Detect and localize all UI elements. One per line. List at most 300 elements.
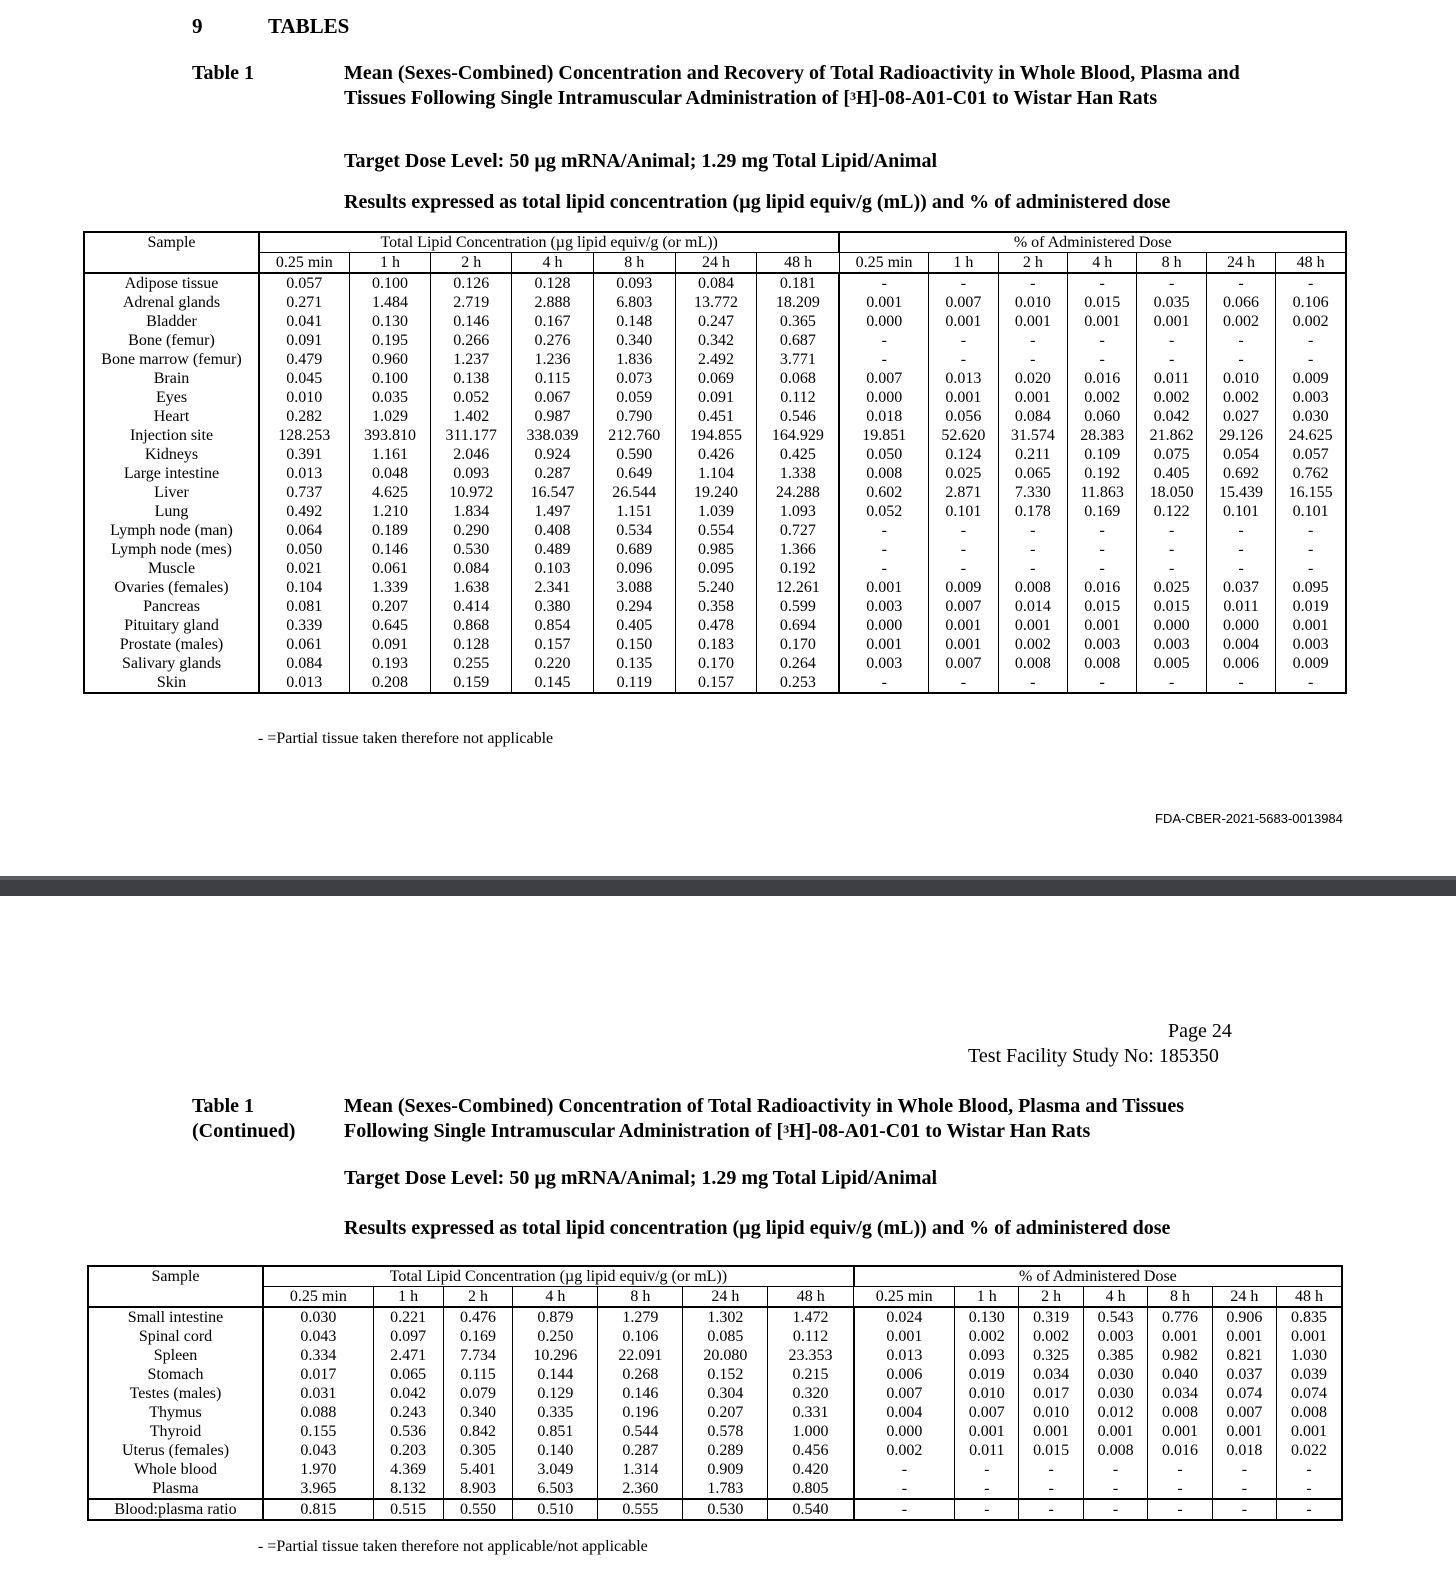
table-row <box>84 483 1346 502</box>
value-cell: 1.039 <box>675 502 757 521</box>
value-cell: - <box>1212 1479 1276 1499</box>
value-cell: 1.970 <box>263 1460 373 1479</box>
value-cell: - <box>854 1460 955 1479</box>
value-cell: 0.339 <box>259 616 349 635</box>
value-cell: 0.001 <box>1137 312 1206 331</box>
value-cell: 0.001 <box>1276 616 1346 635</box>
value-cell: 0.015 <box>1137 597 1206 616</box>
value-cell: 0.093 <box>593 273 675 293</box>
sample-name-cell: Kidneys <box>84 445 259 464</box>
value-cell: 0.011 <box>955 1441 1019 1460</box>
value-cell: 0.000 <box>839 616 928 635</box>
value-cell: 1.029 <box>349 407 431 426</box>
value-cell: 0.030 <box>1083 1365 1147 1384</box>
value-cell: 0.335 <box>513 1403 598 1422</box>
caption-part-b: H]-08-A01-C01 to Wistar Han Rats <box>789 1120 1091 1142</box>
value-cell: 3.088 <box>593 578 675 597</box>
value-cell: 0.189 <box>349 521 431 540</box>
sample-name-cell: Bone marrow (femur) <box>84 350 259 369</box>
value-cell: 0.007 <box>1212 1403 1276 1422</box>
value-cell: 0.128 <box>512 273 594 293</box>
value-cell: 0.025 <box>1137 578 1206 597</box>
value-cell: 0.042 <box>373 1384 443 1403</box>
value-cell: 0.067 <box>512 388 594 407</box>
table-row <box>84 369 1346 388</box>
value-cell: 0.106 <box>1276 293 1346 312</box>
value-cell: 1.151 <box>593 502 675 521</box>
value-cell: - <box>1206 559 1275 578</box>
value-cell: 1.834 <box>431 502 512 521</box>
value-cell: 0.001 <box>1277 1327 1342 1346</box>
value-cell: 0.157 <box>675 673 757 693</box>
caption-part-b: H]-08-A01-C01 to Wistar Han Rats <box>856 87 1158 109</box>
value-cell: 0.193 <box>349 654 431 673</box>
value-cell: 0.039 <box>1277 1365 1342 1384</box>
value-cell: 0.135 <box>593 654 675 673</box>
value-cell: 0.084 <box>675 273 757 293</box>
sample-name-cell: Injection site <box>84 426 259 445</box>
table-row <box>84 426 1346 445</box>
value-cell: 0.045 <box>259 369 349 388</box>
value-cell: - <box>998 273 1067 293</box>
value-cell: 0.144 <box>513 1365 598 1384</box>
value-cell: 0.003 <box>1276 635 1346 654</box>
value-cell: 0.073 <box>593 369 675 388</box>
value-cell: 0.017 <box>263 1365 373 1384</box>
value-cell: 0.035 <box>1137 293 1206 312</box>
value-cell: 0.096 <box>593 559 675 578</box>
value-cell: 0.289 <box>683 1441 768 1460</box>
value-cell: 0.054 <box>1206 445 1275 464</box>
value-cell: 164.929 <box>757 426 840 445</box>
value-cell: 0.040 <box>1148 1365 1212 1384</box>
value-cell: 0.790 <box>593 407 675 426</box>
value-cell: 0.103 <box>512 559 594 578</box>
value-cell: 2.871 <box>929 483 998 502</box>
value-cell: 3.771 <box>757 350 840 369</box>
timepoint-header: 8 h <box>593 253 675 274</box>
value-cell: 0.003 <box>1083 1327 1147 1346</box>
value-cell: 0.319 <box>1019 1307 1083 1327</box>
value-cell: - <box>929 559 998 578</box>
table-row <box>88 1346 1342 1365</box>
timepoint-header: 48 h <box>757 253 840 274</box>
sample-name-cell: Eyes <box>84 388 259 407</box>
value-cell: 0.003 <box>1137 635 1206 654</box>
value-cell: 128.253 <box>259 426 349 445</box>
value-cell: 0.192 <box>757 559 840 578</box>
dose-line: Target Dose Level: 50 µg mRNA/Animal; 1.29 mg Total Lipid/Animal <box>344 150 938 172</box>
value-cell: 0.304 <box>683 1384 768 1403</box>
value-cell: - <box>998 673 1067 693</box>
value-cell: - <box>929 331 998 350</box>
value-cell: - <box>1206 521 1275 540</box>
value-cell: 1.339 <box>349 578 431 597</box>
value-cell: 0.122 <box>1137 502 1206 521</box>
value-cell: 0.340 <box>593 331 675 350</box>
value-cell: 0.091 <box>675 388 757 407</box>
value-cell: 0.004 <box>854 1403 955 1422</box>
value-cell: - <box>955 1479 1019 1499</box>
value-cell: 0.215 <box>768 1365 854 1384</box>
value-cell: 0.010 <box>259 388 349 407</box>
value-cell: - <box>1206 673 1275 693</box>
value-cell: 0.146 <box>349 540 431 559</box>
value-cell: 24.288 <box>757 483 840 502</box>
value-cell: - <box>955 1499 1019 1520</box>
value-cell: 8.132 <box>373 1479 443 1499</box>
table-row <box>84 502 1346 521</box>
value-cell: 338.039 <box>512 426 594 445</box>
table-row <box>88 1327 1342 1346</box>
value-cell: 0.282 <box>259 407 349 426</box>
value-cell: 0.178 <box>998 502 1067 521</box>
value-cell: - <box>1083 1499 1147 1520</box>
value-cell: - <box>1137 559 1206 578</box>
table-row <box>84 312 1346 331</box>
table-row <box>84 293 1346 312</box>
value-cell: 0.041 <box>259 312 349 331</box>
value-cell: 0.380 <box>512 597 594 616</box>
value-cell: 1.836 <box>593 350 675 369</box>
value-cell: 0.019 <box>955 1365 1019 1384</box>
value-cell: 0.014 <box>998 597 1067 616</box>
value-cell: 1.497 <box>512 502 594 521</box>
value-cell: - <box>839 350 928 369</box>
value-cell: 212.760 <box>593 426 675 445</box>
value-cell: - <box>1068 673 1137 693</box>
timepoint-header: 2 h <box>431 253 512 274</box>
table-row <box>84 540 1346 559</box>
value-cell: - <box>1206 350 1275 369</box>
sample-name-cell: Pancreas <box>84 597 259 616</box>
value-cell: 0.253 <box>757 673 840 693</box>
value-cell: 0.602 <box>839 483 928 502</box>
timepoint-header: 24 h <box>675 253 757 274</box>
value-cell: 0.276 <box>512 331 594 350</box>
value-cell: 0.002 <box>1206 312 1275 331</box>
value-cell: - <box>955 1460 1019 1479</box>
value-cell: 0.183 <box>675 635 757 654</box>
value-cell: - <box>1276 540 1346 559</box>
value-cell: 0.064 <box>259 521 349 540</box>
value-cell: 0.109 <box>1068 445 1137 464</box>
value-cell: 0.018 <box>1212 1441 1276 1460</box>
value-cell: 0.909 <box>683 1460 768 1479</box>
value-cell: 0.821 <box>1212 1346 1276 1365</box>
table-row <box>84 578 1346 597</box>
value-cell: - <box>1068 273 1137 293</box>
value-cell: - <box>929 350 998 369</box>
value-cell: 0.013 <box>929 369 998 388</box>
value-cell: 0.181 <box>757 273 840 293</box>
value-cell: 0.024 <box>854 1307 955 1327</box>
value-cell: 0.420 <box>768 1460 854 1479</box>
value-cell: 0.008 <box>1148 1403 1212 1422</box>
value-cell: 0.007 <box>955 1403 1019 1422</box>
value-cell: 0.030 <box>263 1307 373 1327</box>
value-cell: 0.001 <box>1212 1327 1276 1346</box>
value-cell: 0.001 <box>839 635 928 654</box>
header-concentration-group: Total Lipid Concentration (µg lipid equiv/g (or mL)) <box>259 232 839 253</box>
value-cell: 0.020 <box>998 369 1067 388</box>
value-cell: 2.046 <box>431 445 512 464</box>
value-cell: 0.003 <box>1068 635 1137 654</box>
value-cell: - <box>1083 1479 1147 1499</box>
value-cell: 0.017 <box>1019 1384 1083 1403</box>
table-caption <box>344 1094 1234 1144</box>
value-cell: 0.074 <box>1277 1384 1342 1403</box>
value-cell: 1.000 <box>768 1422 854 1441</box>
value-cell: 0.079 <box>443 1384 513 1403</box>
value-cell: - <box>1276 559 1346 578</box>
value-cell: - <box>1148 1460 1212 1479</box>
value-cell: - <box>1137 350 1206 369</box>
value-cell: 0.391 <box>259 445 349 464</box>
value-cell: 0.001 <box>929 388 998 407</box>
data-table-continued <box>87 1265 1343 1521</box>
value-cell: 0.008 <box>1083 1441 1147 1460</box>
value-cell: 0.006 <box>1206 654 1275 673</box>
value-cell: 0.001 <box>1212 1422 1276 1441</box>
value-cell: - <box>929 673 998 693</box>
value-cell: 0.065 <box>998 464 1067 483</box>
value-cell: 1.093 <box>757 502 840 521</box>
value-cell: 0.057 <box>1276 445 1346 464</box>
value-cell: 6.503 <box>513 1479 598 1499</box>
value-cell: 1.279 <box>598 1307 683 1327</box>
timepoint-header: 8 h <box>1148 1287 1212 1308</box>
value-cell: 18.209 <box>757 293 840 312</box>
value-cell: - <box>1137 521 1206 540</box>
table-row <box>88 1384 1342 1403</box>
value-cell: 0.010 <box>998 293 1067 312</box>
value-cell: - <box>1068 521 1137 540</box>
value-cell: 0.530 <box>431 540 512 559</box>
value-cell: 21.862 <box>1137 426 1206 445</box>
table-row <box>84 616 1346 635</box>
sample-name-cell: Lymph node (man) <box>84 521 259 540</box>
value-cell: 0.737 <box>259 483 349 502</box>
sample-name-cell: Pituitary gland <box>84 616 259 635</box>
table-row <box>84 331 1346 350</box>
value-cell: 8.903 <box>443 1479 513 1499</box>
value-cell: 0.425 <box>757 445 840 464</box>
value-cell: 0.960 <box>349 350 431 369</box>
timepoint-header: 2 h <box>1019 1287 1083 1308</box>
table-label <box>192 1094 295 1144</box>
value-cell: 0.727 <box>757 521 840 540</box>
value-cell: 0.008 <box>1068 654 1137 673</box>
value-cell: - <box>1068 540 1137 559</box>
value-cell: 0.385 <box>1083 1346 1147 1365</box>
value-cell: 0.057 <box>259 273 349 293</box>
sample-name-cell: Thymus <box>88 1403 263 1422</box>
value-cell: 0.001 <box>998 616 1067 635</box>
value-cell: - <box>1068 559 1137 578</box>
value-cell: 0.290 <box>431 521 512 540</box>
value-cell: - <box>1206 273 1275 293</box>
table-row <box>88 1460 1342 1479</box>
value-cell: 0.694 <box>757 616 840 635</box>
table-row <box>84 464 1346 483</box>
value-cell: 0.138 <box>431 369 512 388</box>
value-cell: 0.334 <box>263 1346 373 1365</box>
value-cell: 0.170 <box>757 635 840 654</box>
value-cell: 0.145 <box>512 673 594 693</box>
value-cell: 0.599 <box>757 597 840 616</box>
value-cell: - <box>1137 673 1206 693</box>
sample-name-cell: Skin <box>84 673 259 693</box>
value-cell: 1.338 <box>757 464 840 483</box>
value-cell: 0.075 <box>1137 445 1206 464</box>
value-cell: 0.543 <box>1083 1307 1147 1327</box>
value-cell: 0.037 <box>1206 578 1275 597</box>
value-cell: 0.776 <box>1148 1307 1212 1327</box>
sample-name-cell: Lung <box>84 502 259 521</box>
timepoint-header: 0.25 min <box>259 253 349 274</box>
value-cell: 0.479 <box>259 350 349 369</box>
value-cell: 0.146 <box>598 1384 683 1403</box>
value-cell: 0.007 <box>929 654 998 673</box>
sample-name-cell: Whole blood <box>88 1460 263 1479</box>
value-cell: 0.002 <box>1019 1327 1083 1346</box>
sample-name-cell: Salivary glands <box>84 654 259 673</box>
value-cell: 0.001 <box>1083 1422 1147 1441</box>
value-cell: 0.146 <box>431 312 512 331</box>
value-cell: 0.008 <box>998 578 1067 597</box>
value-cell: 0.059 <box>593 388 675 407</box>
value-cell: 6.803 <box>593 293 675 312</box>
value-cell: 10.972 <box>431 483 512 502</box>
value-cell: 1.783 <box>683 1479 768 1499</box>
value-cell: 0.119 <box>593 673 675 693</box>
value-cell: 0.101 <box>1276 502 1346 521</box>
results-line: Results expressed as total lipid concentration (µg lipid equiv/g (mL)) and % of administered dose <box>344 191 1171 213</box>
value-cell: 0.687 <box>757 331 840 350</box>
page-divider <box>0 876 1456 896</box>
value-cell: 0.043 <box>263 1327 373 1346</box>
value-cell: 0.271 <box>259 293 349 312</box>
table-row <box>84 597 1346 616</box>
value-cell: 0.006 <box>854 1365 955 1384</box>
value-cell: 0.358 <box>675 597 757 616</box>
value-cell: 5.401 <box>443 1460 513 1479</box>
value-cell: - <box>1148 1499 1212 1520</box>
value-cell: 0.001 <box>1019 1422 1083 1441</box>
value-cell: 0.000 <box>1137 616 1206 635</box>
value-cell: 0.015 <box>1019 1441 1083 1460</box>
value-cell: - <box>998 540 1067 559</box>
value-cell: 0.010 <box>1019 1403 1083 1422</box>
value-cell: 0.208 <box>349 673 431 693</box>
value-cell: 0.066 <box>1206 293 1275 312</box>
timepoint-header: 24 h <box>1212 1287 1276 1308</box>
value-cell: 1.161 <box>349 445 431 464</box>
value-cell: - <box>1137 331 1206 350</box>
value-cell: 0.150 <box>593 635 675 654</box>
timepoint-header: 24 h <box>1206 253 1275 274</box>
results-line: Results expressed as total lipid concentration (µg lipid equiv/g (mL)) and % of administered dose <box>344 1217 1171 1239</box>
data-table <box>83 231 1347 694</box>
value-cell: 0.000 <box>1206 616 1275 635</box>
value-cell: 0.220 <box>512 654 594 673</box>
table-row <box>88 1441 1342 1460</box>
value-cell: 0.003 <box>839 597 928 616</box>
value-cell: 1.210 <box>349 502 431 521</box>
value-cell: 0.101 <box>929 502 998 521</box>
value-cell: 0.207 <box>349 597 431 616</box>
value-cell: 0.088 <box>263 1403 373 1422</box>
caption-part-a: Mean (Sexes-Combined) Concentration and Recovery of Total Radioactivity in Whole Blood, Plasma and Tissues Following Single Intramuscular Administration of [ <box>344 62 1240 109</box>
value-cell: 0.365 <box>757 312 840 331</box>
value-cell: 0.544 <box>598 1422 683 1441</box>
value-cell: - <box>839 673 928 693</box>
value-cell: - <box>1206 331 1275 350</box>
table-row <box>88 1307 1342 1327</box>
table-row <box>88 1479 1342 1499</box>
value-cell: 0.003 <box>839 654 928 673</box>
table-row <box>84 388 1346 407</box>
value-cell: - <box>1277 1499 1342 1520</box>
value-cell: 0.414 <box>431 597 512 616</box>
value-cell: 0.001 <box>929 635 998 654</box>
value-cell: 0.805 <box>768 1479 854 1499</box>
value-cell: 0.037 <box>1212 1365 1276 1384</box>
value-cell: 311.177 <box>431 426 512 445</box>
value-cell: - <box>839 521 928 540</box>
value-cell: 19.240 <box>675 483 757 502</box>
value-cell: - <box>1276 273 1346 293</box>
header-sample: Sample <box>84 232 259 273</box>
table-footnote: - =Partial tissue taken therefore not applicable <box>258 730 554 747</box>
value-cell: - <box>1137 273 1206 293</box>
value-cell: 0.091 <box>349 635 431 654</box>
value-cell: 0.002 <box>854 1441 955 1460</box>
timepoint-header: 4 h <box>512 253 594 274</box>
value-cell: 1.104 <box>675 464 757 483</box>
value-cell: 0.016 <box>1068 578 1137 597</box>
value-cell: 0.009 <box>1276 369 1346 388</box>
table-row <box>88 1365 1342 1384</box>
timepoint-header: 4 h <box>1083 1287 1147 1308</box>
timepoint-header: 24 h <box>683 1287 768 1308</box>
value-cell: 0.025 <box>929 464 998 483</box>
value-cell: 0.084 <box>259 654 349 673</box>
sample-name-cell: Bladder <box>84 312 259 331</box>
value-cell: - <box>1019 1460 1083 1479</box>
value-cell: 24.625 <box>1276 426 1346 445</box>
value-cell: 0.287 <box>512 464 594 483</box>
value-cell: 0.001 <box>839 578 928 597</box>
value-cell: 0.155 <box>263 1422 373 1441</box>
value-cell: - <box>1276 350 1346 369</box>
value-cell: 2.888 <box>512 293 594 312</box>
value-cell: 0.578 <box>683 1422 768 1441</box>
sample-name-cell: Bone (femur) <box>84 331 259 350</box>
value-cell: 0.093 <box>955 1346 1019 1365</box>
value-cell: 1.030 <box>1277 1346 1342 1365</box>
table-row <box>84 407 1346 426</box>
value-cell: 18.050 <box>1137 483 1206 502</box>
page-number: Page 24 <box>1168 1020 1232 1042</box>
value-cell: 0.001 <box>1148 1327 1212 1346</box>
timepoint-header: 4 h <box>1068 253 1137 274</box>
value-cell: 0.762 <box>1276 464 1346 483</box>
value-cell: 29.126 <box>1206 426 1275 445</box>
sample-name-cell: Heart <box>84 407 259 426</box>
sample-name-cell: Small intestine <box>88 1307 263 1327</box>
